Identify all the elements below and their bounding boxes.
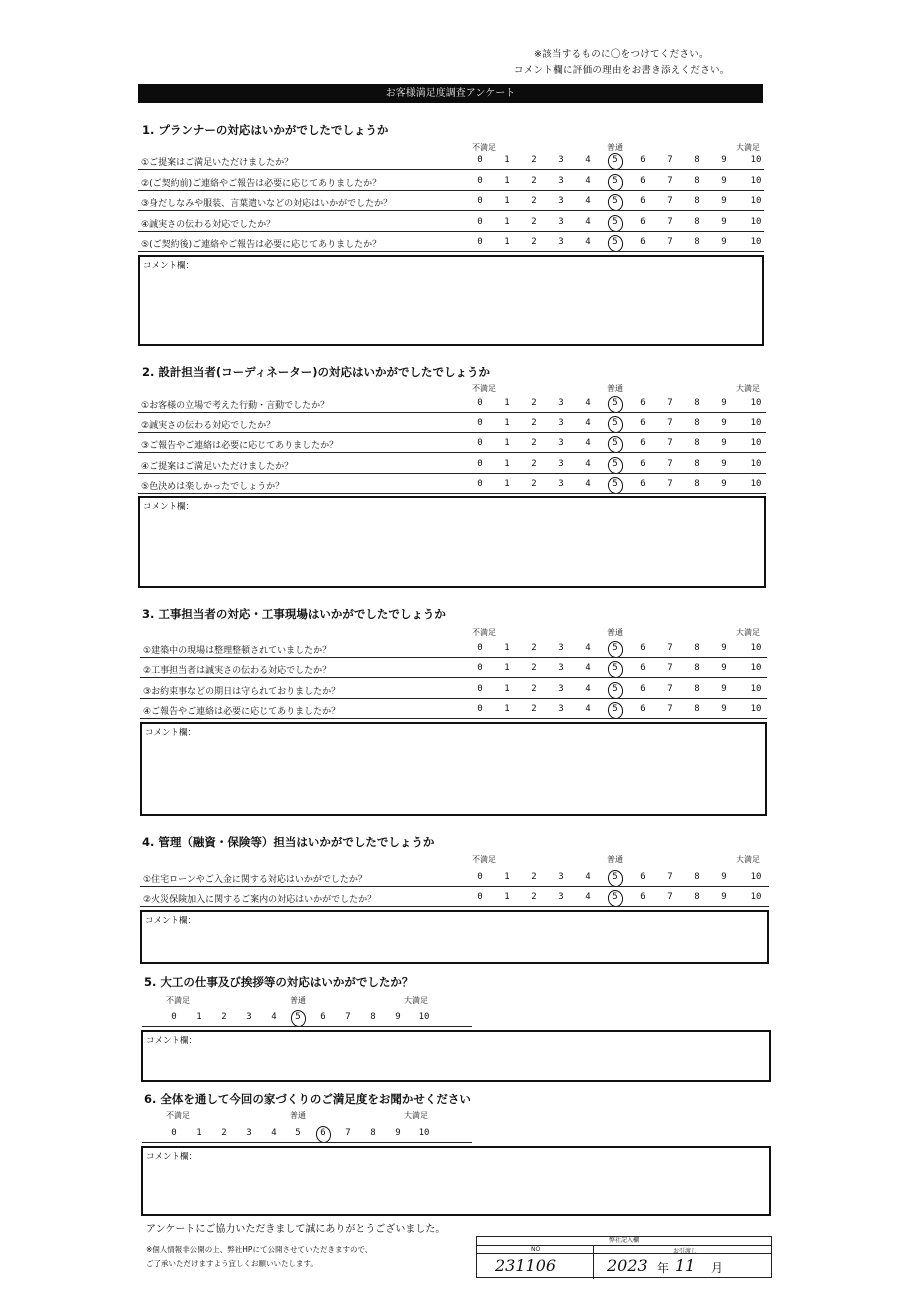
scale-option[interactable]: 10 xyxy=(750,155,762,165)
scale-option[interactable]: 3 xyxy=(558,175,564,186)
scale-option[interactable]: 8 xyxy=(370,1128,376,1138)
privacy-note-line-2: ご了承いただけますよう宜しくお願いいたします。 xyxy=(146,1259,318,1268)
section-title: 1. プランナーの対応はいかがでしたでしょうか xyxy=(142,123,389,137)
scale-option[interactable]: 2 xyxy=(531,398,537,408)
scale-option[interactable]: 3 xyxy=(558,438,564,449)
scale-option[interactable]: 2 xyxy=(531,196,537,206)
scale-option[interactable]: 7 xyxy=(667,703,673,714)
scale-option[interactable]: 5 xyxy=(612,703,618,714)
scale-option[interactable]: 6 xyxy=(640,216,646,227)
comment-label: コメント欄： xyxy=(143,261,195,271)
scale-option[interactable]: 4 xyxy=(585,892,591,903)
privacy-note-line-1: ※個人情報非公開の上、弊社HPにて公開させていただきますので、 xyxy=(146,1245,373,1254)
scale-option[interactable]: 10 xyxy=(418,1128,430,1138)
scale-option[interactable]: 0 xyxy=(477,216,483,227)
scale-option[interactable]: 10 xyxy=(750,438,762,449)
scale-option[interactable]: 10 xyxy=(750,175,762,186)
scale-option[interactable]: 5 xyxy=(612,175,618,186)
question-underline xyxy=(138,210,764,211)
scale-option[interactable]: 3 xyxy=(558,703,564,714)
scale-option[interactable]: 9 xyxy=(721,216,727,227)
scale-option[interactable]: 9 xyxy=(721,398,727,408)
scale-option[interactable]: 6 xyxy=(640,418,646,429)
scale-option[interactable]: 5 xyxy=(612,155,618,165)
scale-option[interactable]: 2 xyxy=(531,872,537,882)
scale-option[interactable]: 0 xyxy=(477,892,483,903)
scale-option[interactable]: 10 xyxy=(750,458,762,469)
scale-option[interactable]: 8 xyxy=(694,703,700,714)
scale-option[interactable]: 5 xyxy=(612,478,618,489)
scale-option[interactable]: 10 xyxy=(750,478,762,489)
scale-option[interactable]: 5 xyxy=(612,438,618,449)
comment-label: コメント欄： xyxy=(146,1152,198,1162)
scale-option[interactable]: 9 xyxy=(721,237,727,247)
scale-option[interactable]: 4 xyxy=(585,438,591,449)
scale-option[interactable]: 9 xyxy=(721,196,727,206)
scale-option[interactable]: 8 xyxy=(694,216,700,227)
scale-option[interactable]: 0 xyxy=(477,458,483,469)
no-label: NO xyxy=(531,1246,541,1253)
scale-option[interactable]: 9 xyxy=(721,175,727,186)
scale-mid-label: 普通 xyxy=(607,855,623,864)
scale-low-label: 不満足 xyxy=(472,384,496,393)
scale-option[interactable]: 4 xyxy=(585,703,591,714)
scale-option[interactable]: 10 xyxy=(750,703,762,714)
section-title: 6. 全体を通して今回の家づくりのご満足度をお聞かせください xyxy=(144,1092,471,1106)
scale-option[interactable]: 1 xyxy=(504,643,510,653)
scale-option[interactable]: 7 xyxy=(667,683,673,694)
scale-option[interactable]: 2 xyxy=(221,1128,227,1138)
scale-option[interactable]: 1 xyxy=(504,683,510,694)
scale-option[interactable]: 8 xyxy=(694,683,700,694)
scale-option[interactable]: 5 xyxy=(612,237,618,247)
scale-option[interactable]: 5 xyxy=(612,216,618,227)
scale-option[interactable]: 2 xyxy=(531,478,537,489)
scale-option[interactable]: 7 xyxy=(667,216,673,227)
question-underline xyxy=(138,452,766,453)
question-underline xyxy=(138,493,766,494)
scale-option[interactable]: 7 xyxy=(345,1128,351,1138)
question-text: ④誠実さの伝わる対応でしたか？ xyxy=(141,219,276,230)
handover-year: 2023 xyxy=(607,1256,648,1275)
scale-option[interactable]: 5 xyxy=(612,458,618,469)
scale-mid-label: 普通 xyxy=(607,628,623,637)
scale-option[interactable]: 10 xyxy=(750,892,762,903)
scale-mid-label: 普通 xyxy=(607,143,623,152)
scale-low-label: 不満足 xyxy=(166,996,190,1005)
scale-option[interactable]: 2 xyxy=(221,1012,227,1022)
scale-option[interactable]: 2 xyxy=(531,663,537,674)
scale-option[interactable]: 8 xyxy=(694,398,700,408)
question-text: ②(ご契約前)ご連絡やご報告は必要に応じてありましたか？ xyxy=(141,178,382,189)
question-text: ①ご提案はご満足いただけましたか？ xyxy=(141,158,294,168)
scale-option[interactable]: 4 xyxy=(585,418,591,429)
question-underline xyxy=(138,231,764,232)
scale-option[interactable]: 8 xyxy=(694,872,700,882)
scale-mid-label: 普通 xyxy=(290,1111,306,1120)
question-text: ③ご報告やご連絡は必要に応じてありましたか？ xyxy=(141,441,339,452)
scale-option[interactable]: 4 xyxy=(585,237,591,247)
scale-option[interactable]: 0 xyxy=(477,643,483,653)
scale-option[interactable]: 5 xyxy=(612,872,618,882)
scale-option[interactable]: 6 xyxy=(640,155,646,165)
section-title: 5. 大工の仕事及び挨拶等の対応はいかがでしたか？ xyxy=(144,975,414,989)
scale-option[interactable]: 8 xyxy=(694,237,700,247)
comment-box[interactable] xyxy=(141,1146,771,1216)
scale-option[interactable]: 8 xyxy=(370,1012,376,1022)
scale-option[interactable]: 2 xyxy=(531,175,537,186)
scale-option[interactable]: 7 xyxy=(667,418,673,429)
scale-option[interactable]: 0 xyxy=(477,398,483,408)
comment-box[interactable] xyxy=(138,255,764,346)
comment-box[interactable] xyxy=(140,722,767,816)
question-text: ③お約束事などの期日は守られておりましたか？ xyxy=(143,686,341,697)
scale-option[interactable]: 5 xyxy=(612,892,618,903)
scale-option[interactable]: 7 xyxy=(667,643,673,653)
year-unit: 年 xyxy=(657,1261,670,1275)
scale-option[interactable]: 8 xyxy=(694,175,700,186)
comment-box[interactable] xyxy=(138,496,766,588)
scale-option[interactable]: 4 xyxy=(585,683,591,694)
handover-month: 11 xyxy=(675,1256,696,1275)
form-title: お客様満足度調査アンケート xyxy=(385,88,516,99)
scale-option[interactable]: 0 xyxy=(171,1012,177,1022)
scale-option[interactable]: 6 xyxy=(320,1012,326,1022)
scale-option[interactable]: 3 xyxy=(558,418,564,429)
scale-option[interactable]: 5 xyxy=(612,643,618,653)
scale-option[interactable]: 7 xyxy=(667,155,673,165)
scale-option[interactable]: 7 xyxy=(667,438,673,449)
scale-option[interactable]: 7 xyxy=(667,175,673,186)
scale-option[interactable]: 7 xyxy=(667,196,673,206)
no-value: 231106 xyxy=(495,1256,557,1275)
scale-high-label: 大満足 xyxy=(404,1111,428,1120)
month-unit: 月 xyxy=(711,1261,724,1275)
scale-option[interactable]: 2 xyxy=(531,683,537,694)
scale-option[interactable]: 9 xyxy=(721,683,727,694)
scale-option[interactable]: 6 xyxy=(640,872,646,882)
scale-option[interactable]: 6 xyxy=(640,683,646,694)
comment-box[interactable] xyxy=(141,1030,771,1082)
scale-option[interactable]: 7 xyxy=(667,663,673,674)
scale-option[interactable]: 5 xyxy=(295,1128,301,1138)
scale-option[interactable]: 6 xyxy=(640,398,646,408)
question-underline xyxy=(138,190,764,191)
scale-option[interactable]: 3 xyxy=(558,683,564,694)
scale-option[interactable]: 10 xyxy=(750,663,762,674)
scale-option[interactable]: 0 xyxy=(477,175,483,186)
question-text: ②火災保険加入に関するご案内の対応はいかがでしたか？ xyxy=(143,895,377,906)
question-underline xyxy=(140,718,767,719)
scale-option[interactable]: 5 xyxy=(612,418,618,429)
question-text: ④ご報告やご連絡は必要に応じてありましたか？ xyxy=(143,706,341,717)
scale-option[interactable]: 6 xyxy=(640,175,646,186)
scale-option[interactable]: 0 xyxy=(477,872,483,882)
scale-option[interactable]: 7 xyxy=(667,237,673,247)
comment-label: コメント欄： xyxy=(145,728,197,738)
scale-option[interactable]: 1 xyxy=(504,418,510,429)
scale-option[interactable]: 3 xyxy=(558,155,564,165)
scale-low-label: 不満足 xyxy=(472,855,496,864)
scale-option[interactable]: 3 xyxy=(558,216,564,227)
scale-option[interactable]: 4 xyxy=(585,478,591,489)
scale-option[interactable]: 4 xyxy=(585,155,591,165)
scale-option[interactable]: 0 xyxy=(477,196,483,206)
scale-option[interactable]: 9 xyxy=(721,643,727,653)
question-text: ②工事担当者は誠実さの伝わる対応でしたか？ xyxy=(143,666,332,677)
scale-option[interactable]: 6 xyxy=(640,703,646,714)
scale-option[interactable]: 1 xyxy=(504,155,510,165)
scale-option[interactable]: 4 xyxy=(585,872,591,882)
scale-option[interactable]: 7 xyxy=(667,892,673,903)
scale-option[interactable]: 9 xyxy=(721,663,727,674)
scale-option[interactable]: 0 xyxy=(477,703,483,714)
scale-option[interactable]: 5 xyxy=(612,683,618,694)
scale-high-label: 大満足 xyxy=(404,996,428,1005)
question-underline xyxy=(138,251,764,252)
scale-option[interactable]: 6 xyxy=(320,1128,326,1138)
scale-option[interactable]: 6 xyxy=(640,643,646,653)
scale-option[interactable]: 4 xyxy=(271,1128,277,1138)
scale-option[interactable]: 3 xyxy=(558,892,564,903)
scale-option[interactable]: 8 xyxy=(694,643,700,653)
scale-option[interactable]: 9 xyxy=(395,1128,401,1138)
scale-option[interactable]: 10 xyxy=(750,643,762,653)
question-text: ①建築中の現場は整理整頓されていましたか？ xyxy=(143,646,332,656)
scale-option[interactable]: 0 xyxy=(477,663,483,674)
question-text: ②誠実さの伝わる対応でしたか？ xyxy=(141,421,276,432)
scale-option[interactable]: 10 xyxy=(750,683,762,694)
scale-option[interactable]: 8 xyxy=(694,663,700,674)
scale-option[interactable]: 5 xyxy=(612,663,618,674)
scale-option[interactable]: 9 xyxy=(721,458,727,469)
scale-option[interactable]: 6 xyxy=(640,663,646,674)
scale-high-label: 大満足 xyxy=(736,143,760,152)
scale-underline xyxy=(142,1142,472,1143)
scale-mid-label: 普通 xyxy=(290,996,306,1005)
scale-option[interactable]: 7 xyxy=(667,872,673,882)
question-text: ⑤色決めは楽しかったでしょうか？ xyxy=(141,481,285,492)
scale-option[interactable]: 9 xyxy=(721,892,727,903)
scale-option[interactable]: 1 xyxy=(504,478,510,489)
scale-option[interactable]: 4 xyxy=(585,175,591,186)
question-text: ①お客様の立場で考えた行動・言動でしたか？ xyxy=(141,401,330,411)
scale-option[interactable]: 1 xyxy=(504,216,510,227)
scale-option[interactable]: 4 xyxy=(585,398,591,408)
scale-option[interactable]: 1 xyxy=(504,398,510,408)
scale-option[interactable]: 3 xyxy=(558,872,564,882)
scale-option[interactable]: 9 xyxy=(721,478,727,489)
scale-option[interactable]: 9 xyxy=(721,418,727,429)
office-use-heading: 弊社記入欄 xyxy=(477,1237,771,1246)
scale-option[interactable]: 5 xyxy=(612,398,618,408)
scale-option[interactable]: 6 xyxy=(640,478,646,489)
scale-option[interactable]: 0 xyxy=(477,418,483,429)
scale-option[interactable]: 5 xyxy=(295,1012,301,1022)
scale-option[interactable]: 1 xyxy=(504,703,510,714)
question-text: ①住宅ローンやご入金に関する対応はいかがでしたか？ xyxy=(143,875,367,885)
scale-option[interactable]: 7 xyxy=(667,478,673,489)
scale-option[interactable]: 4 xyxy=(585,196,591,206)
instruction-line-2: コメント欄に評価の理由をお書き添えください。 xyxy=(514,65,730,76)
scale-option[interactable]: 1 xyxy=(504,872,510,882)
scale-option[interactable]: 9 xyxy=(721,155,727,165)
scale-option[interactable]: 4 xyxy=(585,643,591,653)
scale-option[interactable]: 9 xyxy=(721,872,727,882)
scale-mid-label: 普通 xyxy=(607,384,623,393)
scale-option[interactable]: 7 xyxy=(345,1012,351,1022)
scale-option[interactable]: 1 xyxy=(504,458,510,469)
scale-option[interactable]: 8 xyxy=(694,155,700,165)
scale-option[interactable]: 3 xyxy=(246,1128,252,1138)
scale-option[interactable]: 2 xyxy=(531,237,537,247)
scale-low-label: 不満足 xyxy=(472,628,496,637)
office-use-box xyxy=(476,1236,772,1278)
scale-option[interactable]: 2 xyxy=(531,216,537,227)
scale-option[interactable]: 3 xyxy=(246,1012,252,1022)
question-text: ⑤(ご契約後)ご連絡やご報告は必要に応じてありましたか？ xyxy=(141,240,382,250)
scale-option[interactable]: 2 xyxy=(531,418,537,429)
scale-option[interactable]: 10 xyxy=(750,872,762,882)
scale-option[interactable]: 5 xyxy=(612,196,618,206)
question-underline xyxy=(138,473,766,474)
scale-option[interactable]: 2 xyxy=(531,155,537,165)
scale-option[interactable]: 0 xyxy=(477,478,483,489)
scale-option[interactable]: 3 xyxy=(558,458,564,469)
comment-box[interactable] xyxy=(140,910,769,964)
scale-option[interactable]: 10 xyxy=(750,196,762,206)
scale-option[interactable]: 10 xyxy=(750,216,762,227)
scale-option[interactable]: 9 xyxy=(721,703,727,714)
scale-option[interactable]: 3 xyxy=(558,398,564,408)
scale-option[interactable]: 8 xyxy=(694,478,700,489)
scale-option[interactable]: 8 xyxy=(694,196,700,206)
question-underline xyxy=(138,432,766,433)
question-text: ③身だしなみや服装、言葉遣いなどの対応はいかがでしたか？ xyxy=(141,199,393,209)
scale-high-label: 大満足 xyxy=(736,384,760,393)
scale-option[interactable]: 6 xyxy=(640,438,646,449)
scale-option[interactable]: 3 xyxy=(558,663,564,674)
scale-option[interactable]: 3 xyxy=(558,196,564,206)
scale-option[interactable]: 3 xyxy=(558,478,564,489)
scale-option[interactable]: 0 xyxy=(171,1128,177,1138)
scale-option[interactable]: 1 xyxy=(504,196,510,206)
scale-option[interactable]: 7 xyxy=(667,458,673,469)
scale-option[interactable]: 2 xyxy=(531,643,537,653)
scale-option[interactable]: 2 xyxy=(531,892,537,903)
instruction-line-1: ※該当するものに〇をつけてください。 xyxy=(534,49,709,60)
scale-option[interactable]: 9 xyxy=(721,438,727,449)
scale-option[interactable]: 10 xyxy=(750,237,762,247)
scale-option[interactable]: 1 xyxy=(504,175,510,186)
scale-option[interactable]: 1 xyxy=(504,663,510,674)
scale-option[interactable]: 4 xyxy=(585,663,591,674)
scale-low-label: 不満足 xyxy=(166,1111,190,1120)
scale-option[interactable]: 8 xyxy=(694,418,700,429)
question-underline xyxy=(140,698,767,699)
scale-option[interactable]: 4 xyxy=(585,216,591,227)
question-underline xyxy=(138,412,766,413)
scale-option[interactable]: 6 xyxy=(640,458,646,469)
scale-option[interactable]: 1 xyxy=(504,237,510,247)
scale-option[interactable]: 0 xyxy=(477,683,483,694)
scale-option[interactable]: 9 xyxy=(395,1012,401,1022)
section-title: 3. 工事担当者の対応・工事現場はいかがでしたでしょうか xyxy=(142,607,446,621)
scale-option[interactable]: 10 xyxy=(750,398,762,408)
scale-high-label: 大満足 xyxy=(736,628,760,637)
scale-option[interactable]: 1 xyxy=(196,1012,202,1022)
scale-option[interactable]: 0 xyxy=(477,237,483,247)
question-text: ④ご提案はご満足いただけましたか？ xyxy=(141,461,294,472)
question-underline xyxy=(140,677,767,678)
scale-option[interactable]: 6 xyxy=(640,237,646,247)
scale-option[interactable]: 3 xyxy=(558,237,564,247)
scale-option[interactable]: 8 xyxy=(694,458,700,469)
scale-option[interactable]: 7 xyxy=(667,398,673,408)
comment-label: コメント欄： xyxy=(145,916,197,926)
scale-option[interactable]: 0 xyxy=(477,438,483,449)
handover-label: お引渡し xyxy=(673,1248,698,1255)
scale-option[interactable]: 8 xyxy=(694,892,700,903)
question-underline xyxy=(138,169,764,170)
comment-label: コメント欄： xyxy=(146,1036,198,1046)
thanks-message: アンケートにご協力いただきまして誠にありがとうございました。 xyxy=(146,1224,446,1235)
scale-option[interactable]: 2 xyxy=(531,438,537,449)
scale-option[interactable]: 10 xyxy=(750,418,762,429)
scale-option[interactable]: 6 xyxy=(640,892,646,903)
comment-label: コメント欄： xyxy=(143,502,195,512)
scale-low-label: 不満足 xyxy=(472,143,496,152)
scale-option[interactable]: 1 xyxy=(504,438,510,449)
question-underline xyxy=(140,886,769,887)
section-title: 4. 管理（融資・保険等）担当はいかがでしたでしょうか xyxy=(142,835,435,849)
scale-option[interactable]: 0 xyxy=(477,155,483,165)
scale-underline xyxy=(142,1026,472,1027)
question-underline xyxy=(140,906,769,907)
scale-option[interactable]: 4 xyxy=(585,458,591,469)
scale-option[interactable]: 1 xyxy=(196,1128,202,1138)
scale-option[interactable]: 8 xyxy=(694,438,700,449)
scale-option[interactable]: 6 xyxy=(640,196,646,206)
scale-option[interactable]: 3 xyxy=(558,643,564,653)
form-title-bar xyxy=(138,84,763,103)
question-underline xyxy=(140,657,767,658)
scale-option[interactable]: 2 xyxy=(531,458,537,469)
section-title: 2. 設計担当者(コーディネーター)の対応はいかがでしたでしょうか xyxy=(142,365,490,379)
scale-option[interactable]: 10 xyxy=(418,1012,430,1022)
scale-option[interactable]: 1 xyxy=(504,892,510,903)
scale-option[interactable]: 2 xyxy=(531,703,537,714)
scale-high-label: 大満足 xyxy=(736,855,760,864)
scale-option[interactable]: 4 xyxy=(271,1012,277,1022)
